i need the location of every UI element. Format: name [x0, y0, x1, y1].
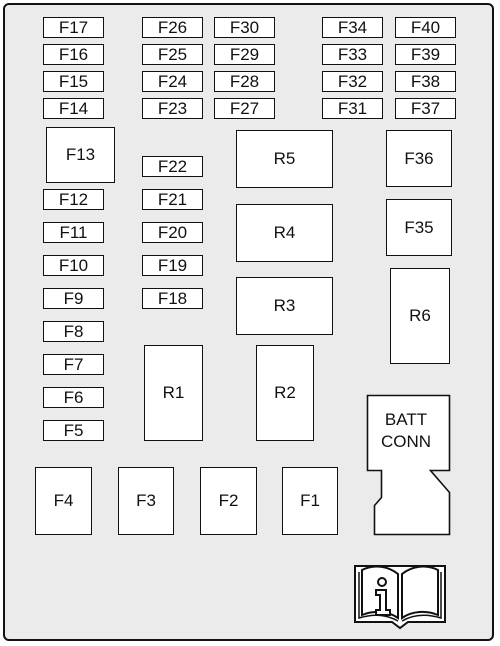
fuse-f18: F18 — [142, 288, 203, 309]
fuse-f8: F8 — [43, 321, 104, 342]
fuse-f25: F25 — [142, 44, 203, 65]
fuse-f16: F16 — [43, 44, 104, 65]
fuse-f34: F34 — [322, 17, 383, 38]
fuse-f14: F14 — [43, 98, 104, 119]
relay-r2: R2 — [256, 345, 314, 441]
fuse-f38: F38 — [395, 71, 456, 92]
fuse-f5: F5 — [43, 420, 104, 441]
fuse-f12: F12 — [43, 189, 104, 210]
battery-label-line1: BATT — [384, 410, 428, 429]
owners-manual-icon — [352, 560, 448, 630]
fuse-f3: F3 — [118, 467, 174, 535]
fuse-f7: F7 — [43, 354, 104, 375]
fuse-f30: F30 — [214, 17, 275, 38]
fuse-f26: F26 — [142, 17, 203, 38]
relay-r1: R1 — [144, 345, 203, 441]
fuse-f28: F28 — [214, 71, 275, 92]
fuse-f19: F19 — [142, 255, 203, 276]
fuse-f39: F39 — [395, 44, 456, 65]
fuse-f10: F10 — [43, 255, 104, 276]
fuse-f40: F40 — [395, 17, 456, 38]
fuse-f29: F29 — [214, 44, 275, 65]
fuse-f27: F27 — [214, 98, 275, 119]
fuse-f13: F13 — [46, 127, 115, 183]
fuse-f36: F36 — [386, 130, 452, 187]
fuse-f31: F31 — [322, 98, 383, 119]
fuse-f20: F20 — [142, 222, 203, 243]
relay-r6: R6 — [390, 268, 450, 364]
fuse-f21: F21 — [142, 189, 203, 210]
fuse-f22: F22 — [142, 156, 203, 177]
fuse-f23: F23 — [142, 98, 203, 119]
fuse-f11: F11 — [43, 222, 104, 243]
fuse-f24: F24 — [142, 71, 203, 92]
fuse-f4: F4 — [35, 467, 92, 535]
fuse-f1: F1 — [282, 467, 338, 535]
battery-connector-label — [367, 409, 445, 453]
fuse-f37: F37 — [395, 98, 456, 119]
relay-r5: R5 — [236, 130, 333, 188]
fuse-f6: F6 — [43, 387, 104, 408]
fuse-f2: F2 — [200, 467, 257, 535]
fuse-f9: F9 — [43, 288, 104, 309]
fuse-f15: F15 — [43, 71, 104, 92]
fuse-f32: F32 — [322, 71, 383, 92]
fuse-f33: F33 — [322, 44, 383, 65]
relay-r3: R3 — [236, 277, 333, 335]
battery-label-line2: CONN — [380, 432, 432, 451]
fuse-f17: F17 — [43, 17, 104, 38]
relay-r4: R4 — [236, 204, 333, 262]
fuse-f35: F35 — [386, 199, 452, 256]
